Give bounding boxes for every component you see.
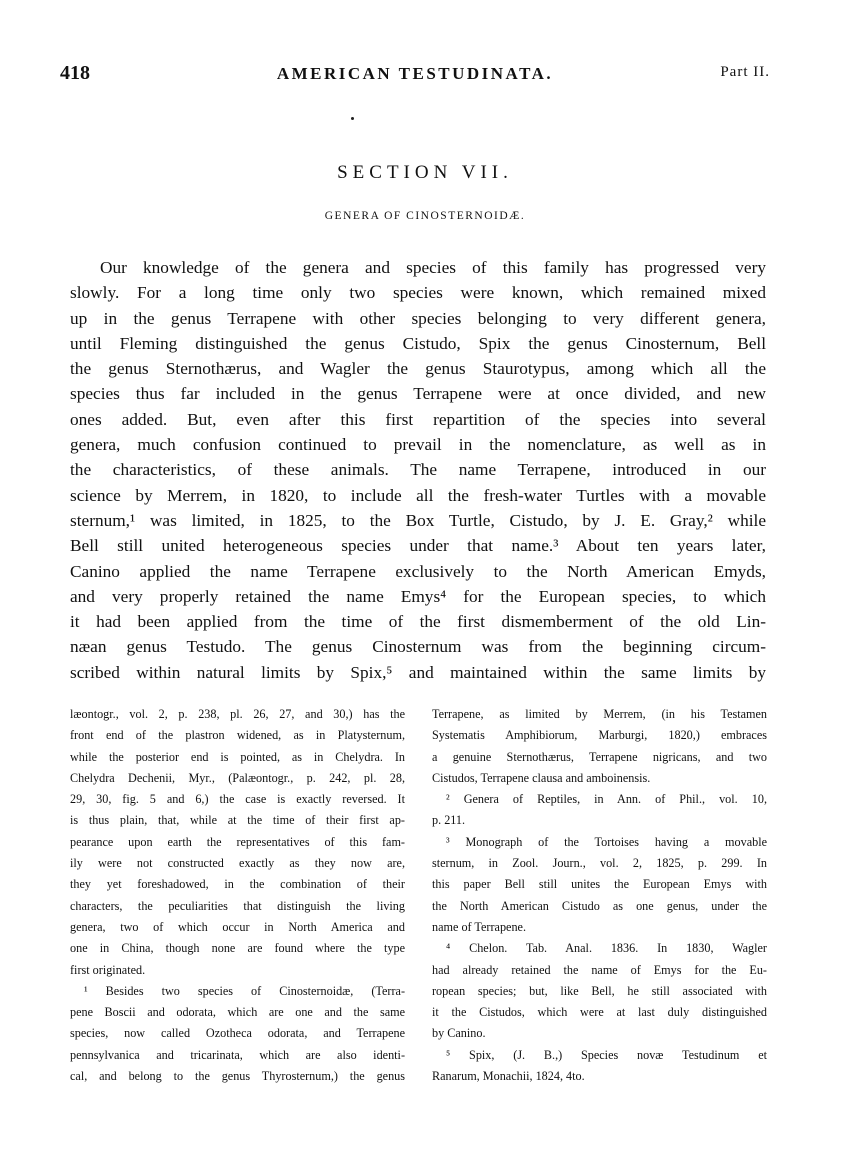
footnote-line: pennsylvanica and tricarinata, which are also identi- [70, 1047, 405, 1062]
body-text [70, 255, 766, 685]
footnote-line: cal, and belong to the genus Thyrosternum,) the genus [70, 1069, 405, 1084]
running-head [60, 62, 770, 92]
footnote-line: læontogr., vol. 2, p. 238, pl. 26, 27, and 30,) has the [70, 707, 405, 721]
footnote-line: had already retained the name of Emys for the Eu- [432, 962, 767, 977]
footnote-line: one in China, though none are found where the type [70, 941, 405, 956]
footnote-line: name of Terrapene. [432, 919, 526, 934]
section-subheading: GENERA OF CINOSTERNOIDÆ. [324, 210, 526, 222]
body-line: Canino applied the name Terrapene exclusively to the North American Emyds, [70, 561, 766, 581]
footnote-line: characters, the peculiarities that distinguish the living [70, 898, 405, 913]
footnote-line: Systematis Amphibiorum, Marburgi, 1820,) embraces [432, 728, 767, 743]
footnote-line: ¹ Besides two species of Cinosternoidæ, (Terra- [84, 983, 405, 998]
footnote-line: genera, two of which occur in North America and [70, 919, 405, 934]
footnote-line: ⁴ Chelon. Tab. Anal. 1836. In 1830, Wagler [446, 941, 767, 956]
footnote-line: is thus plain, that, while at the time of their first ap- [70, 813, 405, 828]
page-number: 418 [60, 62, 90, 84]
footnote-line: species, now called Ozotheca odorata, and Terrapene [70, 1026, 405, 1041]
footnote-line: ily were not constructed exactly as they now are, [70, 856, 405, 871]
body-line: up in the genus Terrapene with other species belonging to very different genera, [70, 308, 766, 328]
footnote-line: first originated. [70, 962, 146, 977]
footnote-line: while the posterior end is pointed, as in Chelydra. In [70, 749, 405, 764]
body-line: næan genus Testudo. The genus Cinosternum was from the beginning circum- [70, 637, 766, 657]
footnote-line: Cistudos, Terrapene clausa and amboinensis. [432, 770, 651, 785]
footnote-line: sternum, in Zool. Journ., vol. 2, 1825, p. 299. In [432, 856, 767, 871]
body-line: scribed within natural limits by Spix,⁵ and maintained within the same limits by [70, 662, 766, 682]
body-line: the characteristics, of these animals. The name Terrapene, introduced in our [70, 460, 766, 480]
body-line: genera, much confusion continued to prevail in the nomenclature, as well as in [70, 435, 766, 455]
footnote-line: front end of the plastron widened, as in Platysternum, [70, 728, 405, 743]
body-line: science by Merrem, in 1820, to include all the fresh-water Turtles with a movable [70, 485, 766, 505]
running-title: AMERICAN TESTUDINATA. [276, 64, 554, 83]
footnote-line: ⁵ Spix, (J. B.,) Species novæ Testudinum et [446, 1047, 767, 1062]
body-line: and very properly retained the name Emys⁴ for the European species, to which [70, 586, 766, 606]
body-line: the genus Sternothærus, and Wagler the genus Staurotypus, among which all the [70, 359, 766, 379]
footnote-line: it the Cistudos, which were at last duly distinguished [432, 1005, 767, 1020]
footnote-line: ³ Monograph of the Tortoises having a movable [446, 834, 767, 849]
body-line: Bell still united heterogeneous species under that name.³ About ten years later, [70, 536, 766, 556]
footnote-line: the North American Cistudo as one genus, under the [432, 898, 767, 913]
footnote-line: pene Boscii and odorata, which are one and the same [70, 1005, 405, 1020]
footnote-line: a genuine Sternothærus, Terrapene nigricans, and two [432, 749, 767, 764]
body-line: it had been applied from the time of the first dismemberment of the old Lin- [70, 612, 766, 632]
print-speck [351, 117, 354, 120]
footnotes-left-column [70, 704, 405, 1087]
footnote-line: Chelydra Dechenii, Myr., (Palæontogr., p. 242, pl. 28, [70, 770, 405, 785]
footnote-line: Ranarum, Monachii, 1824, 4to. [432, 1069, 585, 1084]
body-line: species thus far included in the genus Terrapene were at once divided, and new [70, 384, 766, 404]
footnotes [70, 704, 766, 1094]
body-line: Our knowledge of the genera and species of this family has progressed very [100, 258, 766, 277]
body-line: until Fleming distinguished the genus Cistudo, Spix the genus Cinosternum, Bell [70, 333, 766, 353]
part-label: Part II. [720, 64, 770, 80]
footnote-line: pearance upon earth the representatives of this fam- [70, 834, 405, 849]
footnote-line: ropean species; but, like Bell, he still associated with [432, 983, 767, 998]
body-line: slowly. For a long time only two species were known, which remained mixed [70, 283, 766, 303]
body-line: sternum,¹ was limited, in 1825, to the Box Turtle, Cistudo, by J. E. Gray,² while [70, 510, 766, 530]
footnote-line: 29, 30, fig. 5 and 6,) the case is exactly reversed. It [70, 792, 405, 807]
footnote-line: they yet foreshadowed, in the combination of their [70, 877, 405, 892]
body-line: ones added. But, even after this first repartition of the species into several [70, 409, 766, 429]
footnotes-right-column [432, 704, 767, 1087]
footnote-line: ² Genera of Reptiles, in Ann. of Phil., vol. 10, [446, 792, 767, 807]
footnote-line: Terrapene, as limited by Merrem, (in his Testamen [432, 707, 767, 721]
footnote-line: by Canino. [432, 1026, 486, 1041]
section-heading: SECTION VII. [337, 162, 513, 183]
footnote-line: p. 211. [432, 813, 466, 828]
footnote-line: this paper Bell still unites the European Emys with [432, 877, 767, 892]
